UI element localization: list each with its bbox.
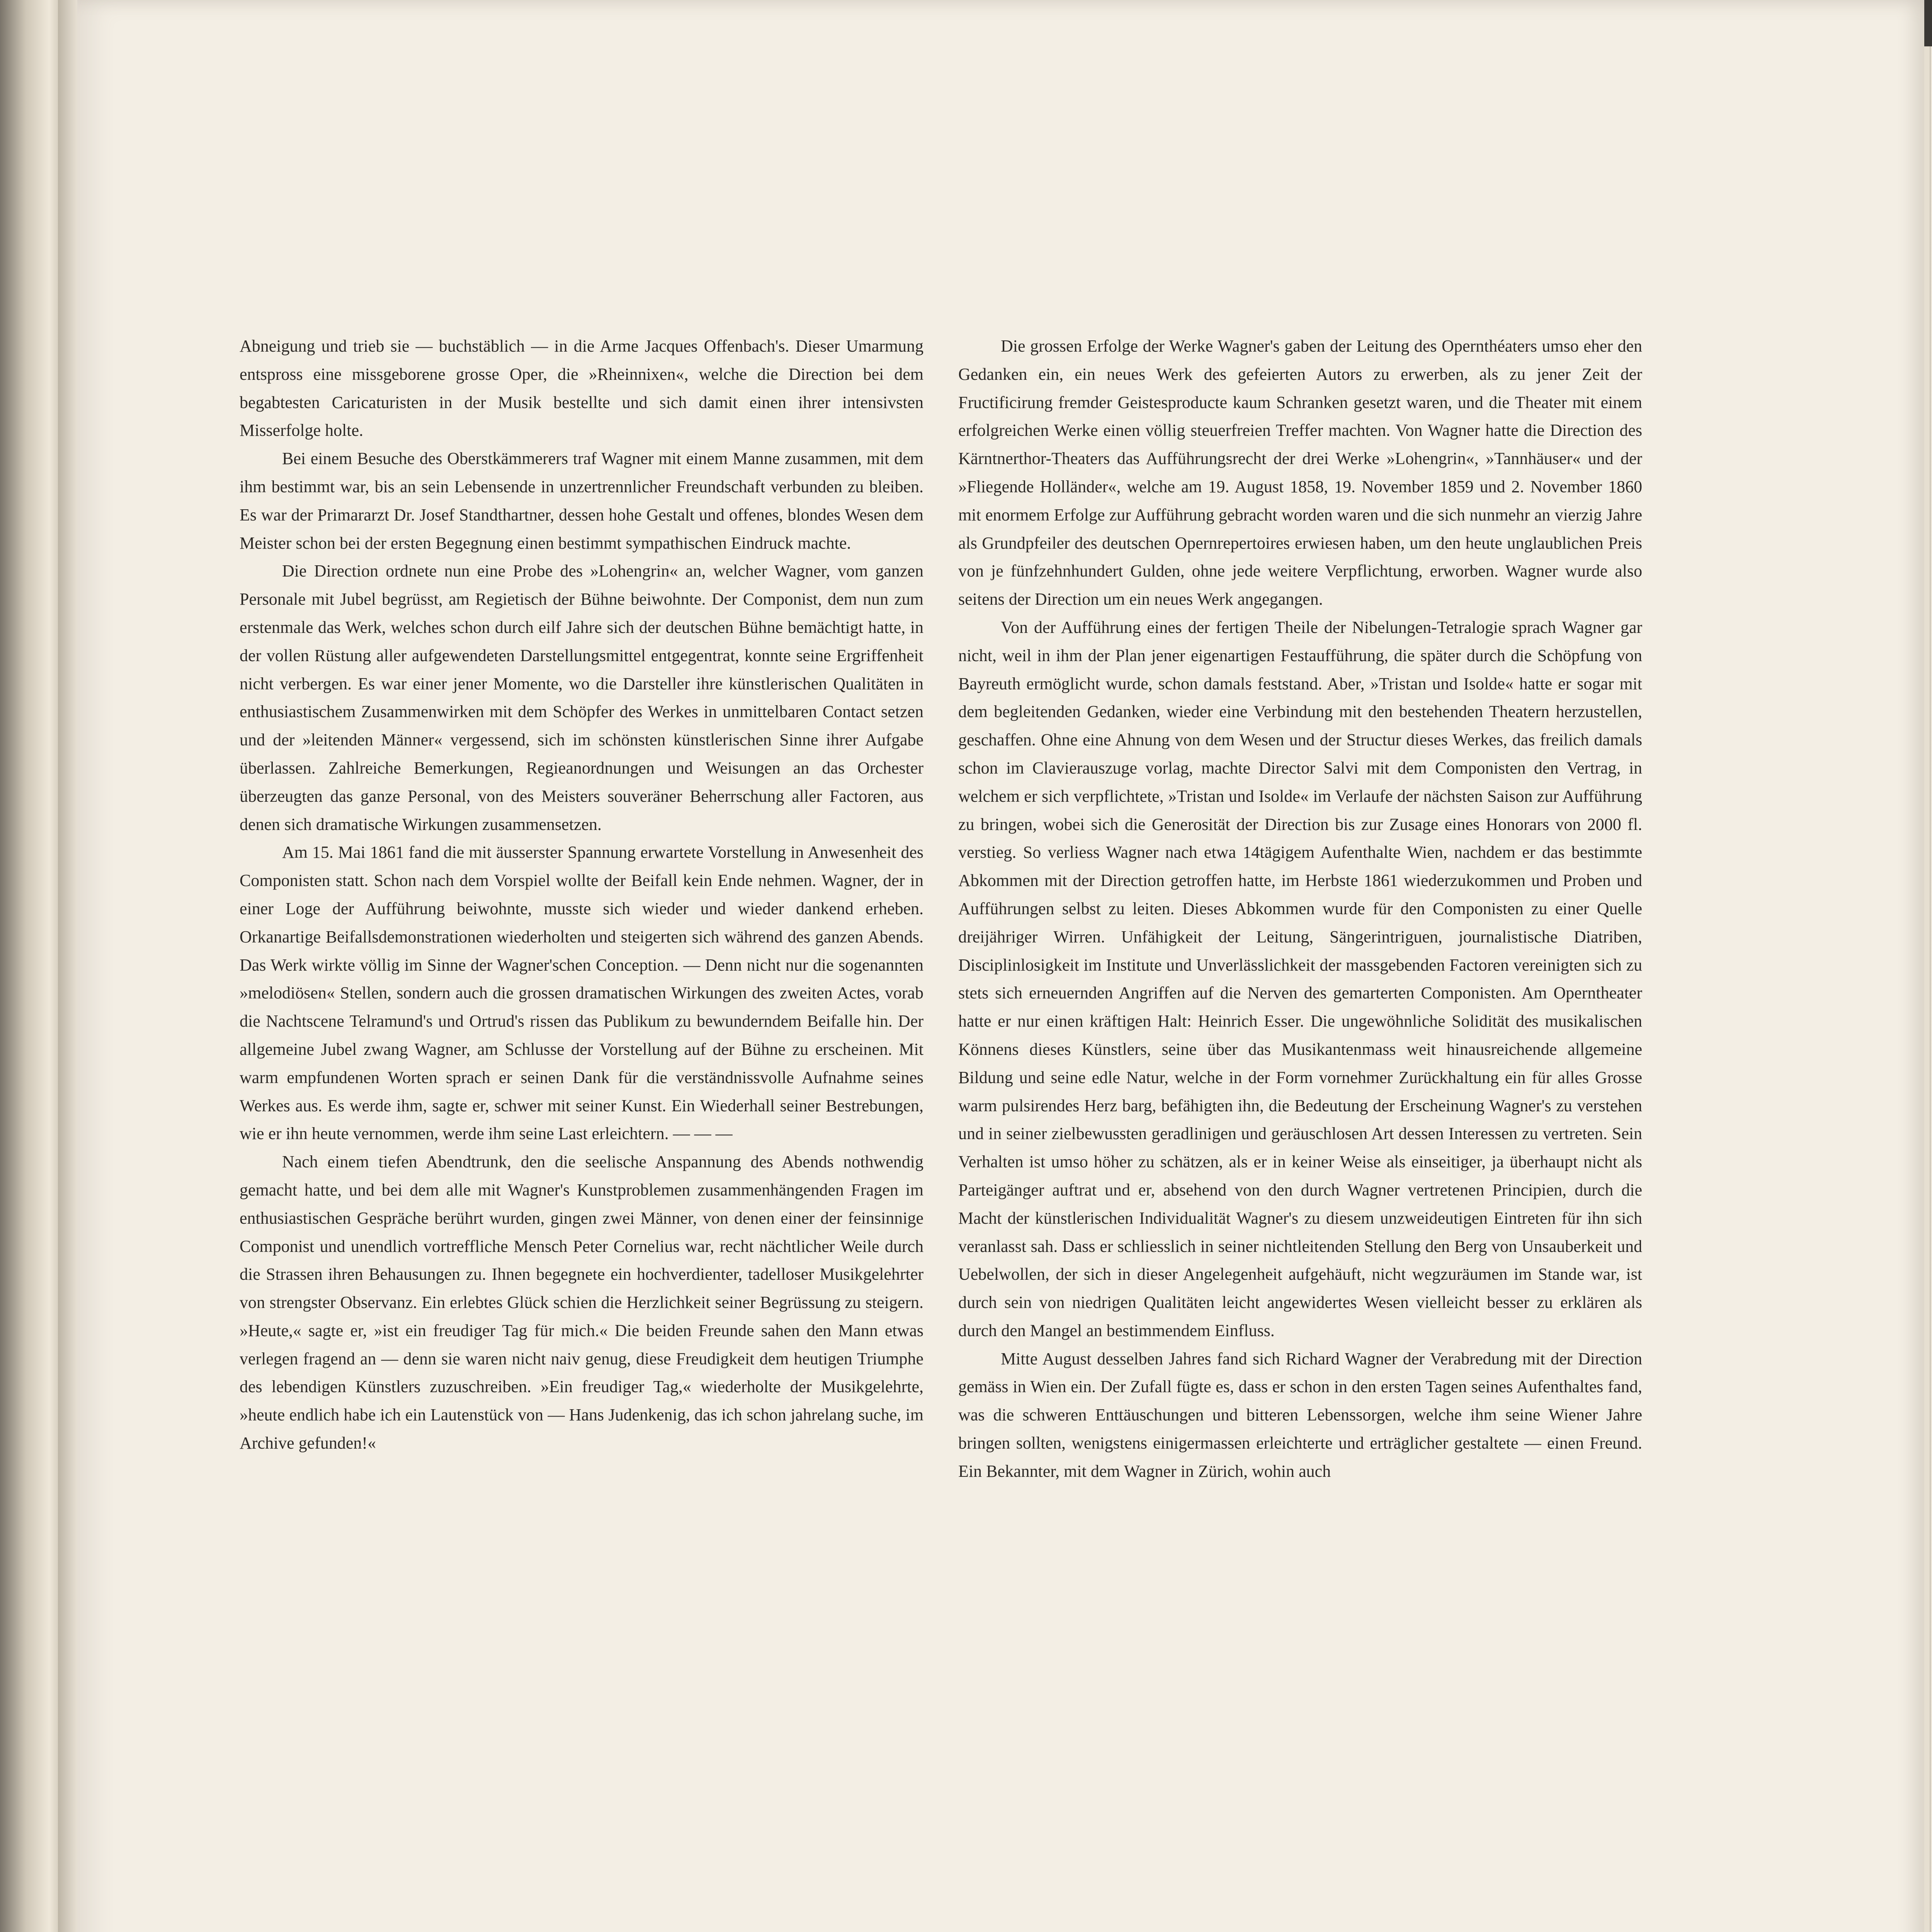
- paragraph: Mitte August desselben Jahres fand sich Richard Wagner der Verabredung mit der Direction gemäss in Wien ein. Der Zufall fügte es, dass er schon in den ersten Tagen seines Aufenthaltes fand, was die schweren Enttäuschungen und bitteren Lebenssorgen, welche ihm seine Wiener Jahre bringen sollten, wenigstens einigermassen erleichterte und erträglicher gestaltete — einen Freund. Ein Bekannter, mit dem Wagner in Zürich, wohin auch: [958, 1349, 1642, 1481]
- paragraph: Abneigung und trieb sie — buchstäblich — in die Arme Jacques Offenbach's. Dieser Umarmung entspross eine missgeborene grosse Oper, die »Rheinnixen«, welche die Direction bei dem begabtesten Caricaturisten in der Musik bestellte und sich damit einen ihrer intensivsten Misserfolge holte.: [240, 337, 923, 440]
- paragraph: Die grossen Erfolge der Werke Wagner's gaben der Leitung des Opernthéaters umso eher den Gedanken ein, ein neues Werk des gefeierten Autors zu erwerben, als zu jener Zeit der Fructificirung fremder Geistesproducte kaum Schranken gesetzt waren, und die Theater mit einem erfolgreichen Werke einen völlig steuerfreien Treffer machten. Von Wagner hatte die Direction des Kärntnerthor-Theaters das Aufführungsrecht der drei Werke »Lohengrin«, »Tannhäuser« und der »Fliegende Holländer«, welche am 19. August 1858, 19. November 1859 und 2. November 1860 mit enormem Erfolge zur Aufführung gebracht worden waren und die sich nunmehr an vierzig Jahre als Grundpfeiler des deutschen Opernrepertoires erwiesen haben, um den heute unglaublichen Preis von je fünfzehnhundert Gulden, ohne jede weitere Verpflichtung, erworben. Wagner wurde also seitens der Direction um ein neues Werk angegangen.: [958, 337, 1642, 609]
- right-text-column: [958, 332, 1642, 1486]
- left-text-column: [240, 332, 923, 1458]
- paragraph: Nach einem tiefen Abendtrunk, den die seelische Anspannung des Abends nothwendig gemacht hatte, und bei dem alle mit Wagner's Kunstproblemen zusammenhängenden Fragen im enthusiastischen Gespräche berührt wurden, gingen zwei Männer, von denen einer der feinsinnige Componist und unendlich vortreffliche Mensch Peter Cornelius war, recht nächtlicher Weile durch die Strassen ihren Behausungen zu. Ihnen begegnete ein hochverdienter, tadelloser Musikgelehrter von strengster Observanz. Ein erlebtes Glück schien die Herzlichkeit seiner Begrüssung zu steigern. »Heute,« sagte er, »ist ein freudiger Tag für mich.« Die beiden Freunde sahen den Mann etwas verlegen fragend an — denn sie waren nicht naiv genug, diese Freudigkeit dem heutigen Triumphe des lebendigen Künstlers zuzuschreiben. »Ein freudiger Tag,« wiederholte der Musikgelehrte, »heute endlich habe ich ein Lautenstück von — Hans Judenkenig, das ich schon jahrelang suche, im Archive gefunden!«: [240, 1152, 923, 1453]
- paragraph: Am 15. Mai 1861 fand die mit äusserster Spannung erwartete Vorstellung in Anwesenheit des Componisten statt. Schon nach dem Vorspiel wollte der Beifall kein Ende nehmen. Wagner, der in einer Loge der Aufführung beiwohnte, musste sich wieder und wieder dankend erheben. Orkanartige Beifallsdemonstrationen wiederholten und steigerten sich während des ganzen Abends. Das Werk wirkte völlig im Sinne der Wagner'schen Conception. — Denn nicht nur die sogenannten »melodiösen« Stellen, sondern auch die grossen dramatischen Wirkungen des zweiten Actes, vorab die Nachtscene Telramund's und Ortrud's rissen das Publikum zu bewunderndem Beifalle hin. Der allgemeine Jubel zwang Wagner, am Schlusse der Vorstellung auf der Bühne zu erscheinen. Mit warm empfundenen Worten sprach er seinen Dank für die verständnissvolle Aufnahme seines Werkes aus. Es werde ihm, sagte er, schwer mit seiner Kunst. Ein Wiederhall seiner Bestrebungen, wie er ihn heute vernommen, werde ihm seine Last erleichtern. — — —: [240, 843, 923, 1143]
- paragraph: Bei einem Besuche des Oberstkämmerers traf Wagner mit einem Manne zusammen, mit dem ihm bestimmt war, bis an sein Lebensende in unzertrennlicher Freundschaft verbunden zu bleiben. Es war der Primararzt Dr. Josef Standthartner, dessen hohe Gestalt und offenes, blondes Wesen dem Meister schon bei der ersten Begegnung einen bestimmt sympathischen Eindruck machte.: [240, 449, 923, 553]
- page-edges: [1924, 46, 1932, 1932]
- paragraph: Von der Aufführung eines der fertigen Theile der Nibelungen-Tetralogie sprach Wagner gar nicht, weil in ihm der Plan jener eigenartigen Festaufführung, die später durch die Schöpfung von Bayreuth ermöglicht wurde, schon damals feststand. Aber, »Tristan und Isolde« hatte er sogar mit dem begleitenden Gedanken, wieder eine Verbindung mit den bestehenden Theatern herzustellen, geschaffen. Ohne eine Ahnung von dem Wesen und der Structur dieses Werkes, das freilich damals schon im Clavierauszuge vorlag, machte Director Salvi mit dem Componisten den Vertrag, in welchem er sich verpflichtete, »Tristan und Isolde« im Verlaufe der nächsten Saison zur Aufführung zu bringen, wobei sich die Generosität der Direction bis zur Zusage eines Honorars von 2000 fl. verstieg. So verliess Wagner nach etwa 14tägigem Aufenthalte Wien, nachdem er das bestimmte Abkommen mit der Direction getroffen hatte, im Herbste 1861 wiederzukommen und Proben und Aufführungen selbst zu leiten. Dieses Abkommen wurde für den Componisten zu einer Quelle dreijähriger Wirren. Unfähigkeit der Leitung, Sängerintriguen, journalistische Diatriben, Disciplinlosigkeit im Institute und Unverlässlichkeit der massgebenden Factoren vereinigten sich zu stets sich erneuernden Angriffen auf die Nerven des gemarterten Componisten. Am Operntheater hatte er nur einen kräftigen Halt: Heinrich Esser. Die ungewöhnliche Solidität des musikalischen Könnens dieses Künstlers, seine über das Musikantenmass weit hinausreichende allgemeine Bildung und seine edle Natur, welche in der Form vornehmer Zurückhaltung ein für alles Grosse warm pulsirendes Herz barg, befähigten ihn, die Bedeutung der Erscheinung Wagner's zu verstehen und in seiner zielbewussten geradlinigen und geräuschlosen Art dessen Interessen zu vertreten. Sein Verhalten ist umso höher zu schätzen, als er in keiner Weise als einseitiger, ja überhaupt nicht als Parteigänger auftrat und er, absehend von den durch Wagner vertretenen Principien, durch die Macht der künstlerischen Individualität Wagner's zu diesem unzweideutigen Eintreten für ihn sich veranlasst sah. Dass er schliesslich in seiner nichtleitenden Stellung den Berg von Unsauberkeit und Uebelwollen, der sich in dieser Angelegenheit aufgehäuft, nicht wegzuräumen im Stande war, ist durch sein von niedrigen Qualitäten leicht angewidertes Wesen vielleicht besser zu erklären als durch den Mangel an bestimmendem Einfluss.: [958, 617, 1642, 1340]
- previous-page-edge: [0, 0, 58, 1932]
- paragraph: Die Direction ordnete nun eine Probe des »Lohengrin« an, welcher Wagner, vom ganzen Personale mit Jubel begrüsst, am Regietisch der Bühne beiwohnte. Der Componist, dem nun zum erstenmale das Werk, welches schon durch eilf Jahre sich der deutschen Bühne bemächtigt hatte, in der vollen Rüstung aller aufgewendeten Darstellungsmittel entgegentrat, konnte seine Ergriffenheit nicht verbergen. Es war einer jener Momente, wo die Darsteller ihre künstlerischen Qualitäten in enthusiastischem Zusammenwirken mit dem Schöpfer des Werkes in unmittelbaren Contact setzen und der »leitenden Männer« vergessend, sich im schönsten künstlerischen Sinne ihrer Aufgabe überlassen. Zahlreiche Bemerkungen, Regieanordnungen und Weisungen an das Orchester überzeugten das ganze Personal, von des Meisters souveräner Beherrschung aller Factoren, aus denen sich dramatische Wirkungen zusammensetzen.: [240, 561, 923, 834]
